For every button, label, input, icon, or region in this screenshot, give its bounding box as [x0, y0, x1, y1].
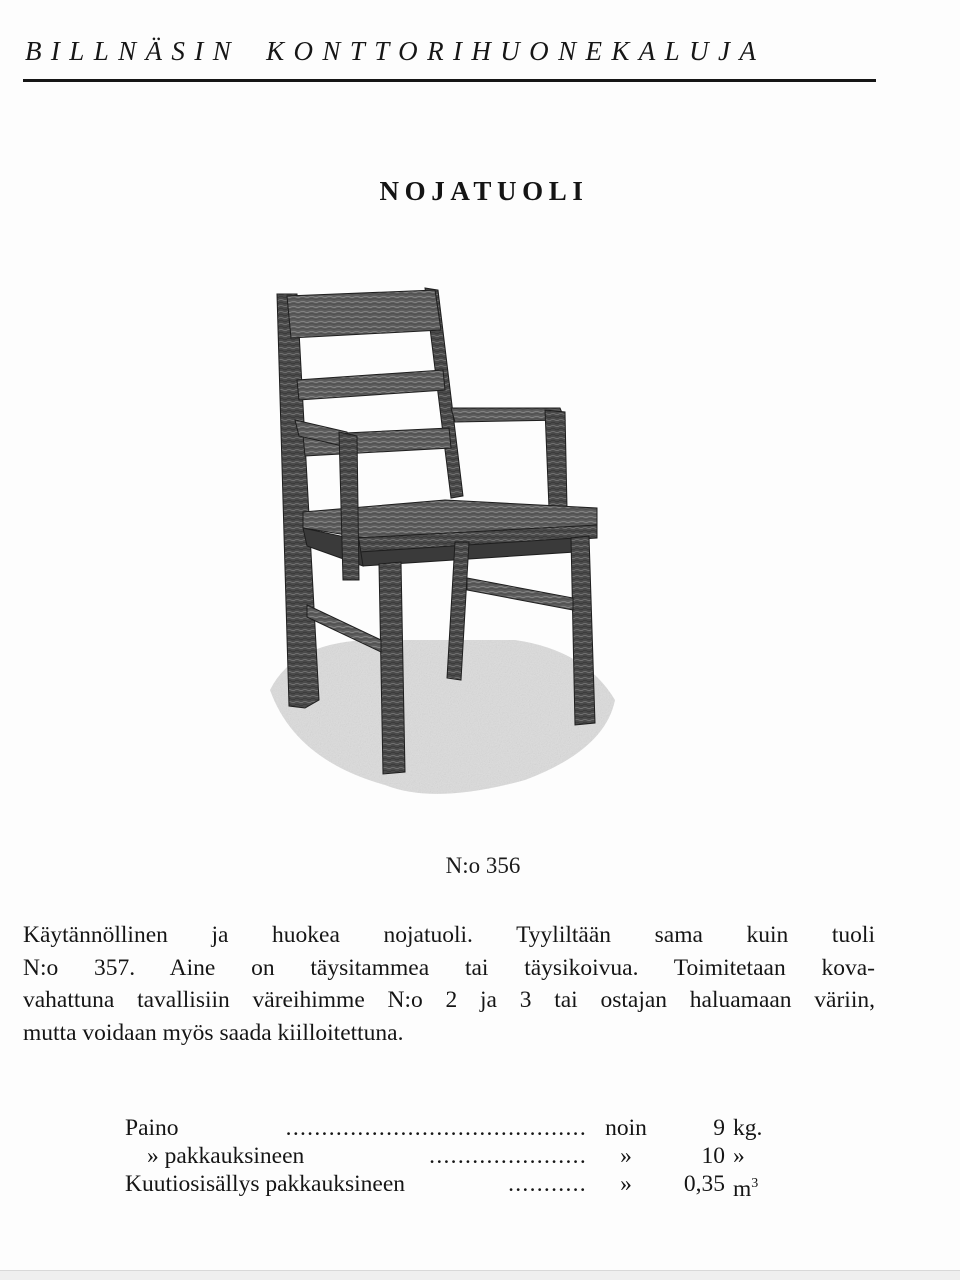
- spec-value: 10: [701, 1143, 725, 1169]
- spec-qualifier: »: [620, 1171, 632, 1197]
- spec-unit: [733, 1170, 758, 1203]
- description-line: mutta voidaan myös saada kiilloitettuna.: [23, 1019, 404, 1046]
- spec-value: 0,35: [683, 1171, 725, 1197]
- scan-bottom-edge: [0, 1270, 960, 1280]
- header-rule: [23, 79, 876, 82]
- spec-qualifier: noin: [605, 1115, 647, 1141]
- description-line: N:o 357. Aine on täysitammea tai täysikoivua. Toimitetaan kova-: [23, 954, 875, 981]
- spec-value: 9: [713, 1115, 725, 1141]
- armchair-illustration: [255, 280, 635, 800]
- spec-unit: kg.: [733, 1115, 763, 1141]
- running-head-brand: BILLNÄSIN: [25, 36, 241, 66]
- spec-qualifier: »: [620, 1143, 632, 1169]
- spec-row-weight: [125, 1114, 775, 1142]
- product-description: [23, 919, 875, 1049]
- spec-label: » pakkauksineen: [147, 1143, 305, 1169]
- spec-unit-exponent: 3: [751, 1176, 759, 1191]
- spec-label: Kuutiosisällys pakkauksineen: [125, 1171, 406, 1197]
- leader-dots: ......................: [429, 1143, 587, 1169]
- description-line: Käytännöllinen ja huokea nojatuoli. Tyyliltään sama kuin tuoli: [23, 922, 875, 948]
- specifications-table: [125, 1114, 775, 1202]
- spec-unit: »: [733, 1143, 745, 1169]
- running-head: [25, 36, 885, 67]
- spec-row-packed-volume: [125, 1170, 775, 1202]
- spec-label: Paino: [125, 1115, 179, 1141]
- spec-unit-base: m: [733, 1176, 752, 1202]
- model-number: N:o 356: [445, 853, 521, 878]
- leader-dots: ...........: [508, 1171, 587, 1197]
- leader-dots: ..........................................: [285, 1115, 587, 1141]
- running-head-category: KONTTORIHUONEKALUJA: [266, 36, 766, 66]
- description-line: vahattuna tavallisiin väreihimme N:o 2 ja 3 tai ostajan haluamaan väriin,: [23, 987, 875, 1013]
- spec-row-packed-weight: [125, 1142, 775, 1170]
- page-title: NOJATUOLI: [379, 176, 589, 206]
- armchair-drawing: [255, 280, 635, 800]
